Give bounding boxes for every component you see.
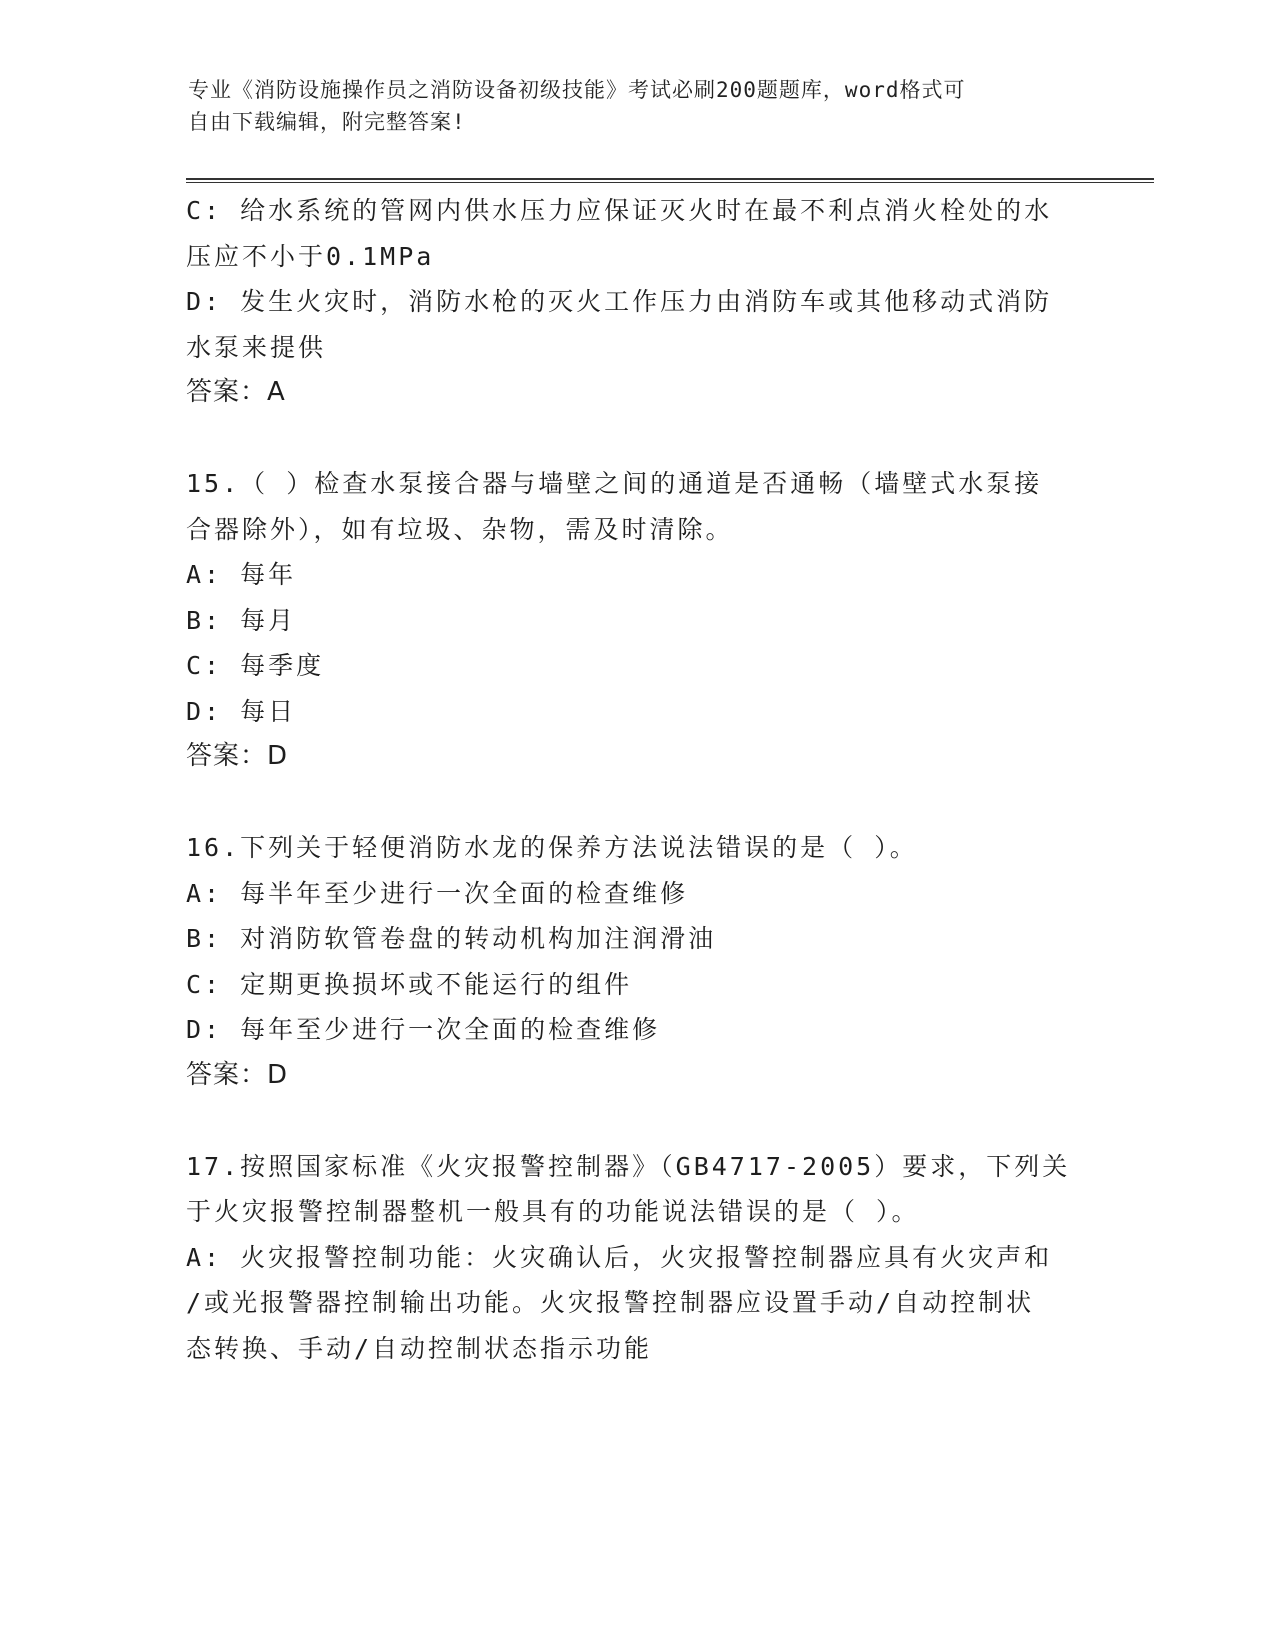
q14-answer: 答案：A xyxy=(186,377,286,407)
document-body xyxy=(186,188,1086,1371)
header-divider xyxy=(186,178,1154,183)
q15-option-c: C: 每季度 xyxy=(186,651,325,680)
spacer xyxy=(186,416,1086,462)
q14-option-c-line-1: C: 给水系统的管网内供水压力应保证灭火时在最不利点消火栓处的水 xyxy=(186,196,1053,225)
q14-option-d-line-2: 水泵来提供 xyxy=(186,332,327,362)
q15-stem-line-1: 15.（ ）检查水泵接合器与墙壁之间的通道是否通畅（墙壁式水泵接 xyxy=(186,469,1043,498)
q16-option-d: D: 每年至少进行一次全面的检查维修 xyxy=(186,1015,661,1044)
q14-option-c-line-2: 压应不小于0.1MPa xyxy=(186,241,435,271)
q16-option-a: A: 每半年至少进行一次全面的检查维修 xyxy=(186,878,689,908)
q16-option-b: B: 对消防软管卷盘的转动机构加注润滑油 xyxy=(186,924,717,953)
q15-stem-line-2: 合器除外），如有垃圾、杂物，需及时清除。 xyxy=(186,514,734,544)
q16-stem-line-1: 16.下列关于轻便消防水龙的保养方法说法错误的是（ ）。 xyxy=(186,833,918,862)
question-17 xyxy=(186,1144,1086,1372)
question-16 xyxy=(186,825,1086,1098)
q14-option-d-line-1: D: 发生火灾时，消防水枪的灭火工作压力由消防车或其他移动式消防 xyxy=(186,287,1053,316)
header-line-1: 专业《消防设施操作员之消防设备初级技能》考试必刷200题题库，word格式可 xyxy=(188,78,966,102)
q17-stem-line-2: 于火灾报警控制器整机一般具有的功能说法错误的是（ ）。 xyxy=(186,1197,920,1226)
question-15 xyxy=(186,461,1086,780)
q15-option-d: D: 每日 xyxy=(186,696,297,726)
q17-stem-line-1: 17.按照国家标准《火灾报警控制器》（GB4717-2005）要求，下列关 xyxy=(186,1151,1071,1181)
header-line-2: 自由下载编辑，附完整答案! xyxy=(188,110,466,134)
spacer xyxy=(186,1098,1086,1144)
q16-option-c: C: 定期更换损坏或不能运行的组件 xyxy=(186,969,633,999)
q15-option-b: B: 每月 xyxy=(186,605,297,635)
q17-option-a-line-3: 态转换、手动/自动控制状态指示功能 xyxy=(186,1333,653,1363)
q17-option-a-line-2: /或光报警器控制输出功能。火灾报警控制器应设置手动/自动控制状 xyxy=(186,1288,1035,1317)
q17-option-a-line-1: A: 火灾报警控制功能：火灾确认后，火灾报警控制器应具有火灾声和 xyxy=(186,1242,1053,1272)
q15-answer: 答案：D xyxy=(186,741,289,771)
question-14 xyxy=(186,188,1086,416)
q15-option-a: A: 每年 xyxy=(186,560,297,589)
q16-answer: 答案：D xyxy=(186,1059,289,1090)
spacer xyxy=(186,780,1086,826)
page-header xyxy=(188,74,1088,138)
